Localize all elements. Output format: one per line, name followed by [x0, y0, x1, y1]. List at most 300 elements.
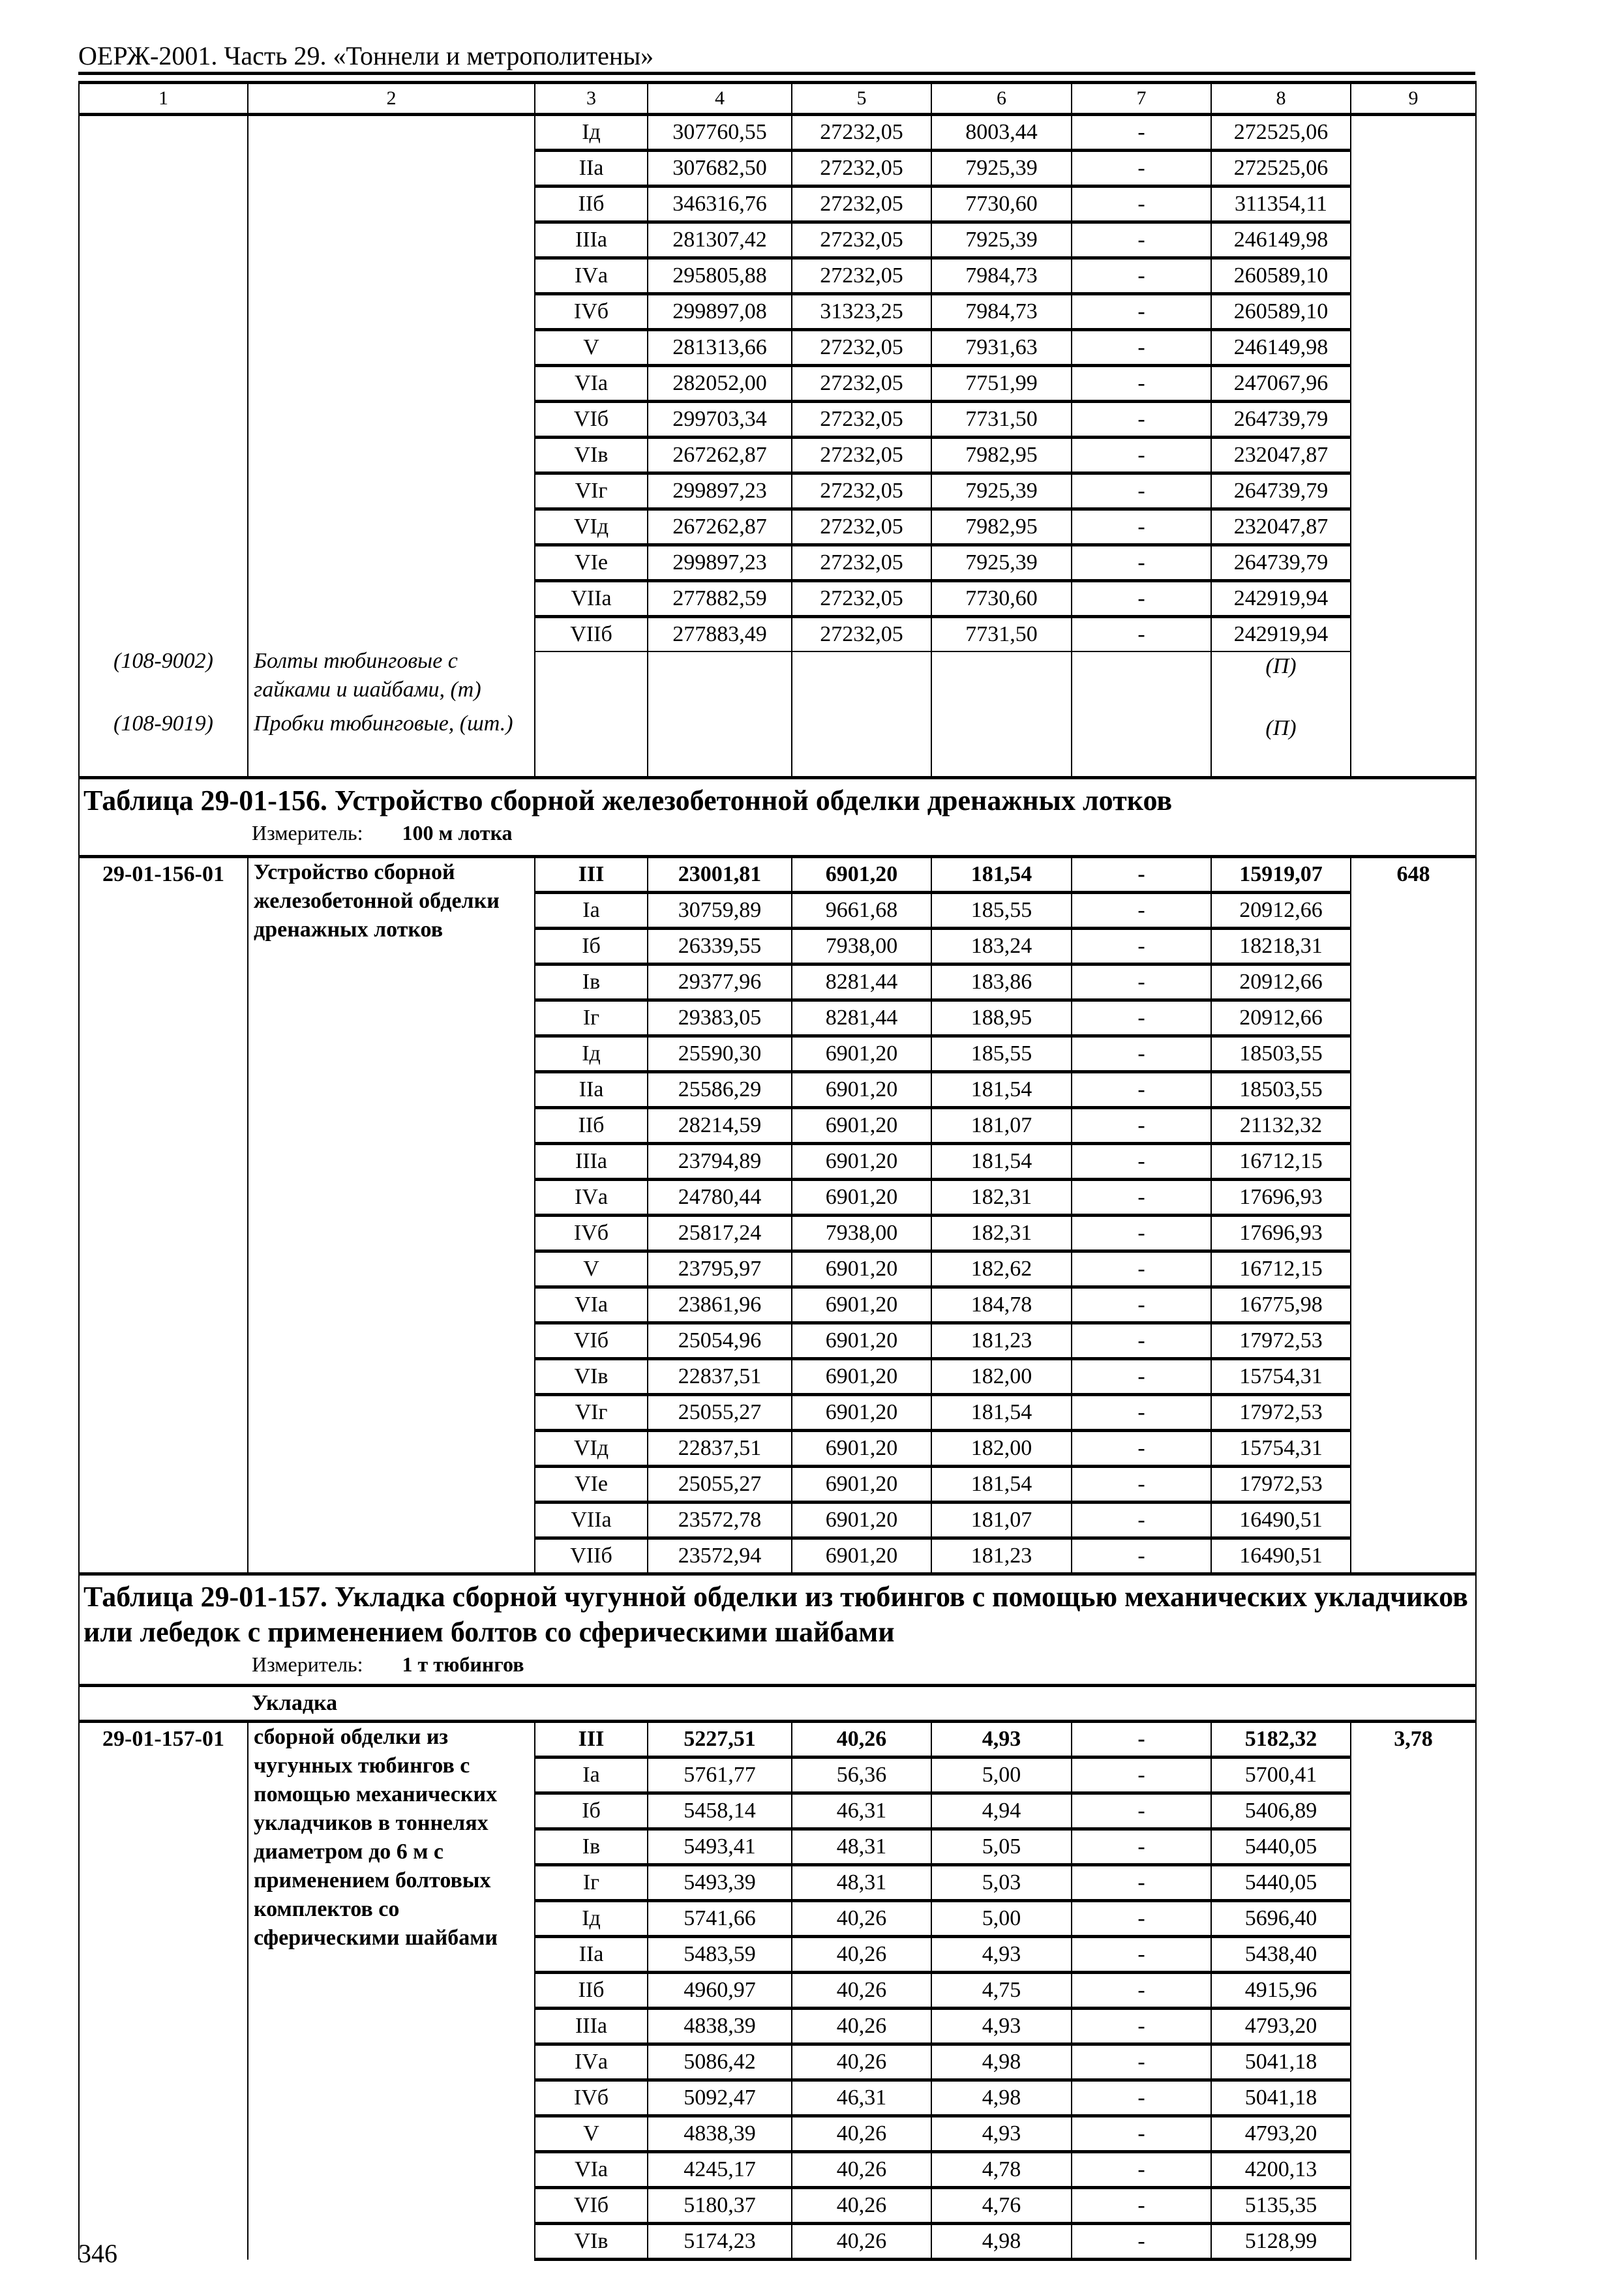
rate-description: Устройство сборной железобетонной обделки дренажных лотков: [248, 857, 535, 1574]
value-col4: 307682,50: [648, 151, 792, 187]
zone-label: VIв: [535, 438, 648, 473]
col-header: 5: [792, 83, 931, 115]
zone-label: VIа: [535, 366, 648, 402]
value-col4: 5458,14: [648, 1793, 792, 1829]
value-col4: 24780,44: [648, 1180, 792, 1216]
zone-label: VIе: [535, 545, 648, 581]
value-col8: 242919,94: [1211, 581, 1351, 617]
value-col7: -: [1072, 2188, 1211, 2224]
value-col4: 22837,51: [648, 1431, 792, 1467]
measure-label: Измеритель:: [252, 821, 363, 845]
value-col7: -: [1072, 1793, 1211, 1829]
col-header: 3: [535, 83, 648, 115]
zone-label: VIд: [535, 509, 648, 545]
value-col4: 5227,51: [648, 1722, 792, 1758]
value-col5: 6901,20: [792, 1036, 931, 1072]
zone-label: VIе: [535, 1467, 648, 1503]
value-col8: 264739,79: [1211, 545, 1351, 581]
zone-label: IIа: [535, 1072, 648, 1108]
value-col7: -: [1072, 187, 1211, 222]
zone-label: V: [535, 2116, 648, 2152]
value-col8: 16712,15: [1211, 1144, 1351, 1180]
value-col4: 25055,27: [648, 1395, 792, 1431]
value-col6: 183,24: [931, 929, 1072, 965]
value-col7: -: [1072, 1000, 1211, 1036]
value-col4: 307760,55: [648, 115, 792, 151]
table-title: Таблица 29-01-157. Укладка сборной чугунной обделки из тюбингов с помощью механических укладчиков или лебедок с применением болтов со сферическими шайбами: [83, 1581, 1468, 1648]
value-col5: 6901,20: [792, 1467, 931, 1503]
value-col6: 181,07: [931, 1108, 1072, 1144]
col-header: 8: [1211, 83, 1351, 115]
zone-label: III: [535, 857, 648, 893]
zone-label: VIб: [535, 2188, 648, 2224]
value-col8: 260589,10: [1211, 258, 1351, 294]
value-col9: 648: [1351, 857, 1476, 1574]
measure-label: Измеритель:: [252, 1653, 363, 1676]
value-col8: 15754,31: [1211, 1431, 1351, 1467]
value-col8: 260589,10: [1211, 294, 1351, 330]
value-col4: 295805,88: [648, 258, 792, 294]
value-col8: 17972,53: [1211, 1467, 1351, 1503]
value-col6: 4,98: [931, 2080, 1072, 2116]
value-col8: 5406,89: [1211, 1793, 1351, 1829]
rate-description: сборной обделки из чугунных тюбингов с помощью механических укладчиков в тоннелях диаметром до 6 м с применением болтовых комплектов со сферическими шайбами: [248, 1722, 535, 2260]
value-col5: 9661,68: [792, 893, 931, 929]
value-col8: 5128,99: [1211, 2224, 1351, 2260]
value-col8: 4793,20: [1211, 2009, 1351, 2044]
zone-label: Iд: [535, 1901, 648, 1937]
material-code: (108-9019): [113, 711, 213, 736]
value-col6: 4,93: [931, 2009, 1072, 2044]
value-col6: 7984,73: [931, 294, 1072, 330]
col-header: 1: [79, 83, 248, 115]
zone-label: Iа: [535, 1758, 648, 1793]
value-col4: 5180,37: [648, 2188, 792, 2224]
empty-cell: [792, 714, 931, 778]
col-header: 7: [1072, 83, 1211, 115]
value-col4: 267262,87: [648, 509, 792, 545]
value-col6: 7982,95: [931, 509, 1072, 545]
value-col6: 181,54: [931, 857, 1072, 893]
value-col5: 27232,05: [792, 115, 931, 151]
value-col6: 8003,44: [931, 115, 1072, 151]
material-code: (108-9002): [113, 649, 213, 673]
value-col7: -: [1072, 545, 1211, 581]
value-col8: 232047,87: [1211, 509, 1351, 545]
zone-label: Iб: [535, 1793, 648, 1829]
value-col6: 5,05: [931, 1829, 1072, 1865]
value-col5: 6901,20: [792, 1287, 931, 1323]
zone-label: IIб: [535, 1973, 648, 2009]
value-col7: -: [1072, 294, 1211, 330]
zone-label: VIIб: [535, 617, 648, 652]
value-col8: 5700,41: [1211, 1758, 1351, 1793]
value-col6: 182,31: [931, 1216, 1072, 1251]
value-col6: 184,78: [931, 1287, 1072, 1323]
value-col4: 5086,42: [648, 2044, 792, 2080]
value-col8: 17696,93: [1211, 1216, 1351, 1251]
value-col6: 7931,63: [931, 330, 1072, 366]
empty-cell: [648, 651, 792, 714]
value-col5: 27232,05: [792, 366, 931, 402]
rate-code: 29-01-157-01: [79, 1722, 248, 2260]
value-col8: 15754,31: [1211, 1359, 1351, 1395]
value-col4: 29383,05: [648, 1000, 792, 1036]
empty-cell: [792, 651, 931, 714]
empty-cell: [535, 714, 648, 778]
value-col4: 4960,97: [648, 1973, 792, 2009]
value-col6: 185,55: [931, 893, 1072, 929]
empty-cell: [648, 714, 792, 778]
value-col8: 18503,55: [1211, 1036, 1351, 1072]
value-col7: -: [1072, 1829, 1211, 1865]
value-col7: -: [1072, 2080, 1211, 2116]
zone-label: IIб: [535, 187, 648, 222]
value-col8: 16775,98: [1211, 1287, 1351, 1323]
rate-code: 29-01-156-01: [79, 857, 248, 1574]
value-col8: 5440,05: [1211, 1829, 1351, 1865]
value-col7: -: [1072, 1431, 1211, 1467]
value-col4: 25586,29: [648, 1072, 792, 1108]
rate-code: [79, 115, 248, 778]
value-col6: 181,54: [931, 1395, 1072, 1431]
value-col4: 4838,39: [648, 2009, 792, 2044]
value-col7: -: [1072, 1973, 1211, 2009]
zone-label: IIа: [535, 151, 648, 187]
value-col6: 7984,73: [931, 258, 1072, 294]
header-rule: [78, 72, 1475, 75]
value-col4: 23794,89: [648, 1144, 792, 1180]
value-col8: 232047,87: [1211, 438, 1351, 473]
value-col4: 25817,24: [648, 1216, 792, 1251]
value-col4: 5493,39: [648, 1865, 792, 1901]
value-col8: 272525,06: [1211, 151, 1351, 187]
value-col5: 27232,05: [792, 330, 931, 366]
value-col6: 7730,60: [931, 581, 1072, 617]
value-col4: 299897,08: [648, 294, 792, 330]
value-col5: 27232,05: [792, 509, 931, 545]
page-number: 346: [78, 2239, 117, 2268]
value-col4: 299897,23: [648, 545, 792, 581]
value-col6: 4,98: [931, 2044, 1072, 2080]
value-col7: -: [1072, 509, 1211, 545]
value-col6: 7925,39: [931, 473, 1072, 509]
zone-label: Iг: [535, 1000, 648, 1036]
zone-label: VIб: [535, 1323, 648, 1359]
value-col8: 4915,96: [1211, 1973, 1351, 2009]
col-header: 9: [1351, 83, 1476, 115]
value-col4: 30759,89: [648, 893, 792, 929]
col-header: 6: [931, 83, 1072, 115]
value-col4: 25054,96: [648, 1323, 792, 1359]
value-col4: 22837,51: [648, 1359, 792, 1395]
value-col6: 5,03: [931, 1865, 1072, 1901]
value-col5: 6901,20: [792, 1108, 931, 1144]
value-col8: 264739,79: [1211, 402, 1351, 438]
value-col8: 16490,51: [1211, 1503, 1351, 1538]
value-col6: 7751,99: [931, 366, 1072, 402]
zone-label: IVа: [535, 258, 648, 294]
value-col5: 40,26: [792, 1937, 931, 1973]
value-col7: -: [1072, 473, 1211, 509]
value-col8: 4200,13: [1211, 2152, 1351, 2188]
zone-label: Iд: [535, 1036, 648, 1072]
measure-value: 100 м лотка: [402, 821, 513, 845]
value-col5: 27232,05: [792, 581, 931, 617]
value-col4: 23572,94: [648, 1538, 792, 1574]
value-col8: 16490,51: [1211, 1538, 1351, 1574]
value-col7: -: [1072, 1901, 1211, 1937]
zone-label: Iд: [535, 115, 648, 151]
zone-label: Iа: [535, 893, 648, 929]
value-col7: -: [1072, 438, 1211, 473]
value-col5: 7938,00: [792, 929, 931, 965]
value-col6: 4,98: [931, 2224, 1072, 2260]
value-col4: 5174,23: [648, 2224, 792, 2260]
value-col8: 264739,79: [1211, 473, 1351, 509]
value-col8: 246149,98: [1211, 330, 1351, 366]
col-header: 4: [648, 83, 792, 115]
value-col4: 23001,81: [648, 857, 792, 893]
value-col7: -: [1072, 965, 1211, 1000]
value-col4: 346316,76: [648, 187, 792, 222]
value-col8: 20912,66: [1211, 893, 1351, 929]
measure-value: 1 т тюбингов: [402, 1653, 524, 1676]
value-col8: 5182,32: [1211, 1722, 1351, 1758]
table-row: [79, 1722, 1476, 1758]
zone-label: VIг: [535, 1395, 648, 1431]
value-col6: 188,95: [931, 1000, 1072, 1036]
value-col7: -: [1072, 617, 1211, 652]
value-col5: 6901,20: [792, 1431, 931, 1467]
value-col5: 8281,44: [792, 1000, 931, 1036]
zone-label: V: [535, 330, 648, 366]
value-col8: 20912,66: [1211, 1000, 1351, 1036]
zone-label: Iв: [535, 1829, 648, 1865]
value-col5: 27232,05: [792, 545, 931, 581]
value-col5: 6901,20: [792, 1180, 931, 1216]
zone-label: IIIа: [535, 2009, 648, 2044]
value-col5: 7938,00: [792, 1216, 931, 1251]
value-col5: 6901,20: [792, 1323, 931, 1359]
zone-label: Iг: [535, 1865, 648, 1901]
value-col7: -: [1072, 2044, 1211, 2080]
zone-label: Iв: [535, 965, 648, 1000]
value-col6: 181,54: [931, 1144, 1072, 1180]
value-col6: 185,55: [931, 1036, 1072, 1072]
value-col7: -: [1072, 1758, 1211, 1793]
table-title-cell: [79, 1574, 1476, 1686]
value-col7: -: [1072, 1937, 1211, 1973]
value-col4: 25590,30: [648, 1036, 792, 1072]
value-col4: 281313,66: [648, 330, 792, 366]
value-col5: 48,31: [792, 1865, 931, 1901]
value-col6: 4,75: [931, 1973, 1072, 2009]
value-col8: 5135,35: [1211, 2188, 1351, 2224]
value-col5: 31323,25: [792, 294, 931, 330]
value-col5: 40,26: [792, 2044, 931, 2080]
value-col5: 48,31: [792, 1829, 931, 1865]
value-col5: 40,26: [792, 2152, 931, 2188]
measure-line: [83, 1650, 1475, 1679]
value-col8: 16712,15: [1211, 1251, 1351, 1287]
col-header: 2: [248, 83, 535, 115]
measure-line: [83, 818, 1475, 847]
value-col5: 6901,20: [792, 1503, 931, 1538]
value-col7: -: [1072, 258, 1211, 294]
material-unit-note: (П): [1211, 714, 1351, 778]
value-col6: 4,76: [931, 2188, 1072, 2224]
zone-label: VIд: [535, 1431, 648, 1467]
value-col8: 15919,07: [1211, 857, 1351, 893]
zone-label: VIIа: [535, 1503, 648, 1538]
value-col8: 4793,20: [1211, 2116, 1351, 2152]
value-col6: 7982,95: [931, 438, 1072, 473]
zone-label: IVа: [535, 1180, 648, 1216]
value-col5: 40,26: [792, 2224, 931, 2260]
value-col7: -: [1072, 1180, 1211, 1216]
value-col7: -: [1072, 1251, 1211, 1287]
zone-label: IVа: [535, 2044, 648, 2080]
value-col6: 4,93: [931, 1937, 1072, 1973]
value-col7: -: [1072, 402, 1211, 438]
value-col6: 4,93: [931, 1722, 1072, 1758]
zone-label: IIIа: [535, 222, 648, 258]
value-col6: 182,00: [931, 1431, 1072, 1467]
zone-label: VIа: [535, 2152, 648, 2188]
value-col4: 4245,17: [648, 2152, 792, 2188]
rate-description: [248, 115, 535, 778]
zone-label: III: [535, 1722, 648, 1758]
value-col6: 5,00: [931, 1758, 1072, 1793]
value-col4: 23572,78: [648, 1503, 792, 1538]
zone-label: Iб: [535, 929, 648, 965]
value-col4: 5761,77: [648, 1758, 792, 1793]
value-col7: -: [1072, 1467, 1211, 1503]
value-col7: -: [1072, 1144, 1211, 1180]
empty-cell: [1072, 651, 1211, 714]
material-name: Болты тюбинговые с гайками и шайбами, (т): [254, 649, 481, 702]
value-col7: -: [1072, 929, 1211, 965]
value-col5: 40,26: [792, 2188, 931, 2224]
value-col7: -: [1072, 2224, 1211, 2260]
value-col7: -: [1072, 1503, 1211, 1538]
value-col4: 277882,59: [648, 581, 792, 617]
value-col6: 4,94: [931, 1793, 1072, 1829]
value-col6: 4,93: [931, 2116, 1072, 2152]
table-157-header: [79, 1574, 1476, 1686]
zone-label: VIг: [535, 473, 648, 509]
price-table: [78, 81, 1477, 2261]
zone-label: VIв: [535, 1359, 648, 1395]
value-col7: -: [1072, 1216, 1211, 1251]
value-col7: -: [1072, 2116, 1211, 2152]
column-number-row: [79, 83, 1476, 115]
value-col8: 18503,55: [1211, 1072, 1351, 1108]
value-col4: 299897,23: [648, 473, 792, 509]
table-title: Таблица 29-01-156. Устройство сборной железобетонной обделки дренажных лотков: [83, 785, 1173, 816]
value-col7: -: [1072, 893, 1211, 929]
value-col4: 5493,41: [648, 1829, 792, 1865]
value-col6: 183,86: [931, 965, 1072, 1000]
value-col9: [1351, 115, 1476, 778]
value-col7: -: [1072, 330, 1211, 366]
table-156-header: [79, 778, 1476, 857]
empty-cell: [1072, 714, 1211, 778]
value-col7: -: [1072, 1865, 1211, 1901]
value-col7: -: [1072, 1287, 1211, 1323]
value-col8: 17696,93: [1211, 1180, 1351, 1216]
value-col5: 6901,20: [792, 1538, 931, 1574]
value-col5: 6901,20: [792, 1395, 931, 1431]
zone-label: IVб: [535, 294, 648, 330]
value-col4: 277883,49: [648, 617, 792, 652]
value-col4: 23861,96: [648, 1287, 792, 1323]
table-title-cell: [79, 778, 1476, 857]
value-col4: 28214,59: [648, 1108, 792, 1144]
value-col6: 181,07: [931, 1503, 1072, 1538]
value-col6: 7925,39: [931, 151, 1072, 187]
value-col5: 40,26: [792, 1973, 931, 2009]
empty-cell: [535, 651, 648, 714]
value-col8: 17972,53: [1211, 1323, 1351, 1359]
value-col7: -: [1072, 115, 1211, 151]
value-col7: -: [1072, 2009, 1211, 2044]
value-col8: 17972,53: [1211, 1395, 1351, 1431]
value-col7: -: [1072, 857, 1211, 893]
value-col4: 282052,00: [648, 366, 792, 402]
value-col4: 23795,97: [648, 1251, 792, 1287]
value-col5: 46,31: [792, 2080, 931, 2116]
value-col8: 247067,96: [1211, 366, 1351, 402]
value-col7: -: [1072, 581, 1211, 617]
value-col8: 5438,40: [1211, 1937, 1351, 1973]
value-col7: -: [1072, 2152, 1211, 2188]
value-col7: -: [1072, 1036, 1211, 1072]
value-col4: 299703,34: [648, 402, 792, 438]
value-col7: -: [1072, 1072, 1211, 1108]
table-row: [79, 857, 1476, 893]
value-col5: 40,26: [792, 2009, 931, 2044]
value-col6: 182,00: [931, 1359, 1072, 1395]
zone-label: IIб: [535, 1108, 648, 1144]
zone-label: VIв: [535, 2224, 648, 2260]
value-col4: 26339,55: [648, 929, 792, 965]
value-col8: 21132,32: [1211, 1108, 1351, 1144]
zone-label: VIIа: [535, 581, 648, 617]
value-col8: 311354,11: [1211, 187, 1351, 222]
value-col6: 7730,60: [931, 187, 1072, 222]
value-col6: 7925,39: [931, 222, 1072, 258]
value-col8: 246149,98: [1211, 222, 1351, 258]
value-col6: 181,23: [931, 1538, 1072, 1574]
value-col6: 182,31: [931, 1180, 1072, 1216]
value-col7: -: [1072, 1359, 1211, 1395]
material-unit-note: (П): [1211, 651, 1351, 714]
value-col5: 40,26: [792, 1722, 931, 1758]
zone-label: IVб: [535, 1216, 648, 1251]
value-col5: 27232,05: [792, 222, 931, 258]
value-col5: 6901,20: [792, 1144, 931, 1180]
material-name: Пробки тюбинговые, (шт.): [254, 711, 513, 736]
value-col4: 29377,96: [648, 965, 792, 1000]
value-col4: 281307,42: [648, 222, 792, 258]
value-col5: 8281,44: [792, 965, 931, 1000]
value-col4: 5092,47: [648, 2080, 792, 2116]
value-col8: 5696,40: [1211, 1901, 1351, 1937]
value-col4: 5741,66: [648, 1901, 792, 1937]
zone-label: IIа: [535, 1937, 648, 1973]
